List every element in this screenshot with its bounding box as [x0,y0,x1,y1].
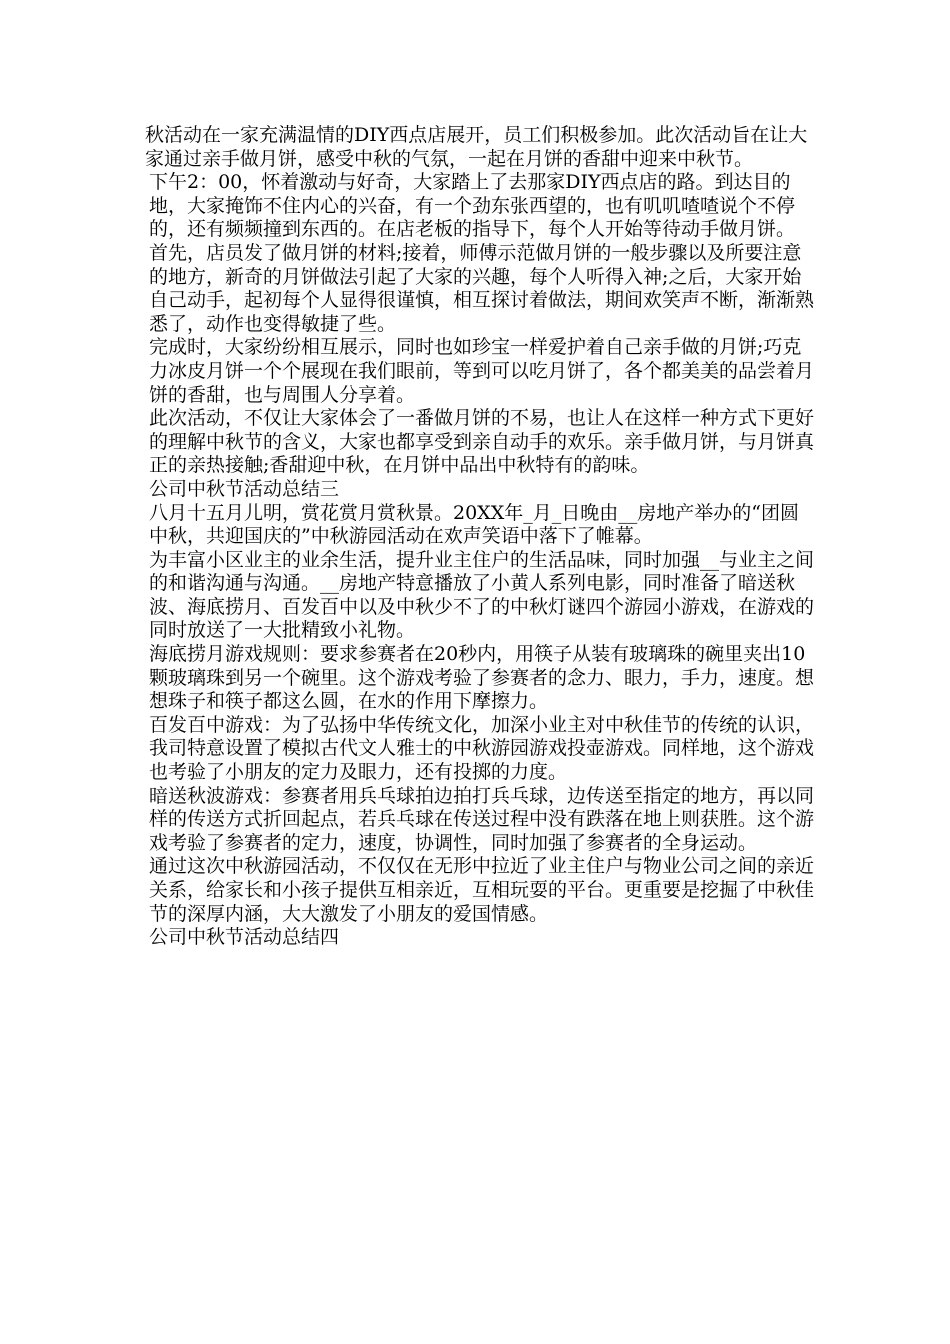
section-heading-three: 公司中秋节活动总结三 [149,477,340,500]
paragraph-enrich: 为丰富小区业主的业余生活，提升业主住户的生活品味，同时加强__与业主之间的和谐沟通与沟通。__房地产特意播放了小黄人系列电影，同时准备了暗送秋波、海底捞月、百发百中以及中秋少不了的中秋灯谜四个游园小游戏，在游戏的同时放送了一大批精致小礼物。 [149,548,815,642]
paragraph-conclusion: 通过这次中秋游园活动，不仅仅在无形中拉近了业主住户与物业公司之间的亲近关系，给家长和小孩子提供互相亲近，互相玩耍的平台。更重要是挖掘了中秋佳节的深厚内涵，大大激发了小朋友的爱国情感。 [149,855,815,925]
paragraph-game-pingpong: 暗送秋波游戏：参赛者用兵乓球拍边拍打兵乓球，边传送至指定的地方，再以同样的传送方式折回起点，若兵乓球在传送过程中没有跌落在地上则获胜。这个游戏考验了参赛者的定力，速度，协调性，同时加强了参赛者的全身运动。 [149,784,815,854]
paragraph-game-moon: 海底捞月游戏规则：要求参赛者在20秒内，用筷子从装有玻璃珠的碗里夹出10颗玻璃珠到另一个碗里。这个游戏考验了参赛者的念力、眼力，手力，速度。想想珠子和筷子都这么圆，在水的作用下摩擦力。 [149,643,815,713]
paragraph-finish: 完成时，大家纷纷相互展示，同时也如珍宝一样爱护着自己亲手做的月饼;巧克力冰皮月饼一个个展现在我们眼前，等到可以吃月饼了，各个都美美的品尝着月饼的香甜，也与周围人分享着。 [149,336,815,406]
document-page [145,124,817,950]
paragraph-summary: 此次活动，不仅让大家体会了一番做月饼的不易，也让人在这样一种方式下更好的理解中秋节的含义，大家也都享受到亲自动手的欢乐。亲手做月饼，与月饼真正的亲热接触;香甜迎中秋，在月饼中品出中秋特有的韵味。 [149,407,815,477]
paragraph-game-target: 百发百中游戏：为了弘扬中华传统文化，加深小业主对中秋佳节的传统的认识，我司特意设置了模拟古代文人雅士的中秋游园游戏投壶游戏。同样地，这个游戏也考验了小朋友的定力及眼力，还有投掷的力度。 [149,713,815,784]
section-heading-four: 公司中秋节活动总结四 [149,926,340,949]
paragraph-first: 首先，店员发了做月饼的材料;接着，师傅示范做月饼的一般步骤以及所要注意的地方，新奇的月饼做法引起了大家的兴趣，每个人听得入神;之后，大家开始自己动手，起初每个人显得很谨慎，相互探讨着做法，期间欢笑声不断，渐渐熟悉了，动作也变得敏捷了些。 [149,241,815,335]
paragraph-afternoon: 下午2：00，怀着激动与好奇，大家踏上了去那家DIY西点店的路。到达目的地，大家掩饰不住内心的兴奋，有一个劲东张西望的，也有叽叽喳喳说个不停的，还有频频撞到东西的。在店老板的指导下，每个人开始等待动手做月饼。 [149,171,796,241]
paragraph-mid-autumn: 八月十五月儿明，赏花赏月赏秋景。20XX年_月_日晚由__房地产举办的“团圆中秋，共迎国庆的”中秋游园活动在欢声笑语中落下了帷幕。 [149,501,799,548]
paragraph-intro: 秋活动在一家充满温情的DIY西点店展开，员工们积极参加。此次活动旨在让大家通过亲手做月饼，感受中秋的气氛，一起在月饼的香甜中迎来中秋节。 [145,124,808,170]
